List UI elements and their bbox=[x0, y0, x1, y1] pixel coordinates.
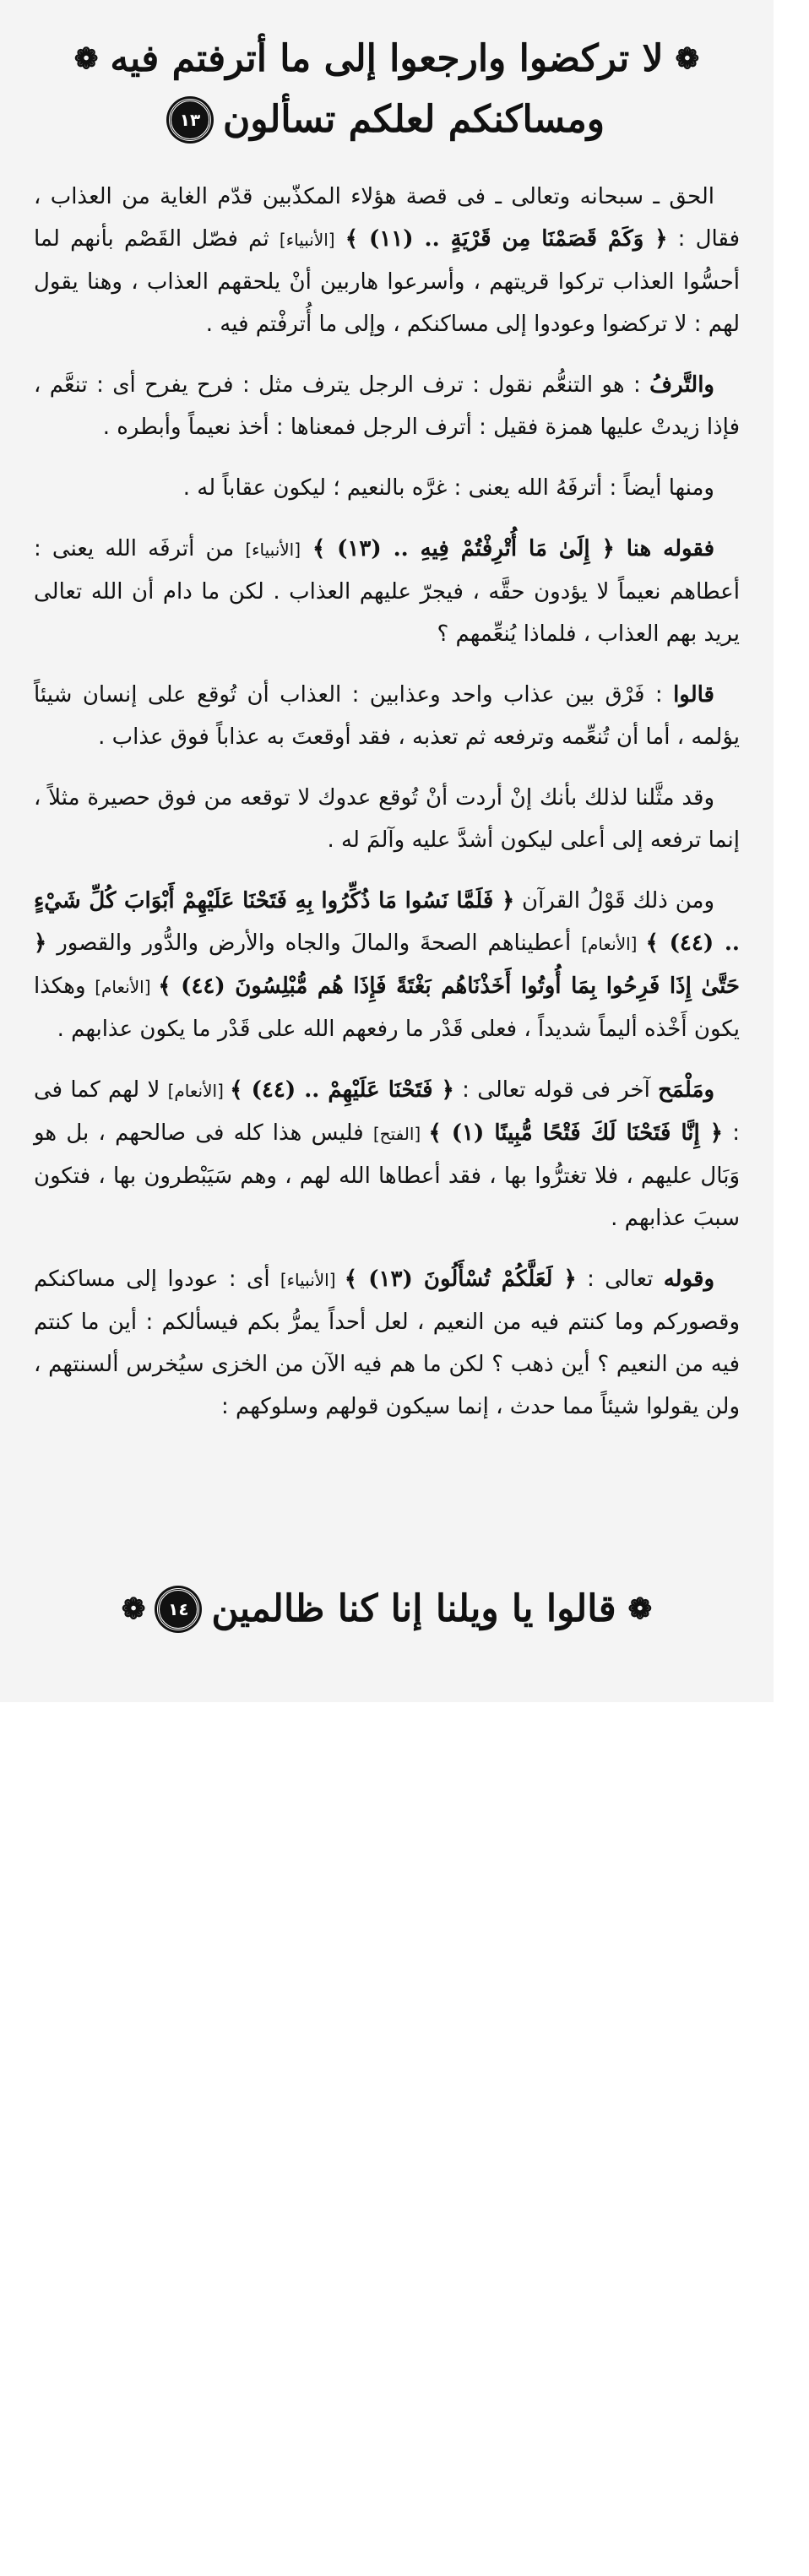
paragraph-2 bbox=[34, 364, 740, 448]
paragraph-5-lead: قالوا bbox=[673, 682, 714, 708]
quran-quote: ﴿ فَتَحْنَا عَلَيْهِمْ .. (٤٤) ﴾ bbox=[230, 1077, 454, 1103]
paragraph-9-lead: وقوله bbox=[663, 1266, 714, 1292]
surah-reference: [الأنعام] bbox=[95, 977, 159, 997]
paragraph-7 bbox=[34, 880, 740, 1050]
paragraph-8-text-a: آخر فى قوله تعالى : bbox=[453, 1077, 659, 1103]
ornament-right-icon: ❁ bbox=[627, 1592, 653, 1626]
paragraph-5 bbox=[34, 674, 740, 758]
surah-reference: [الأنعام] bbox=[167, 1081, 231, 1101]
paragraph-3-text: ومنها أيضاً : أترفَهُ الله يعنى : غرَّه بالنعيم ؛ ليكون عقاباً له . bbox=[182, 475, 714, 501]
paragraph-8-text-c: فليس هذا كله فى صالحهم ، بل هو وَبَال عليهم ، فلا تغترُّوا بها ، فقد أعطاها الله لهم ، وهم سَيَبْطرون بها ، فتكون سببَ عذابهم . bbox=[34, 1120, 740, 1231]
surah-reference: [الأنبياء] bbox=[279, 230, 335, 250]
verse-header-line-1 bbox=[34, 29, 740, 89]
paragraph-6 bbox=[34, 777, 740, 861]
paragraph-4-lead: فقوله هنا bbox=[626, 536, 715, 561]
paragraph-2-text: : هو التنعُّم نقول : ترف الرجل يترف مثل : فرح يفرح أى : تنعَّم ، فإذا زيدتْ عليها همزة فقيل : أترف الرجل فمعناها : أخذ نعيماً وأبطره . bbox=[34, 372, 740, 440]
ornament-right-icon: ❁ bbox=[675, 42, 700, 76]
paragraph-4 bbox=[34, 528, 740, 655]
verse-header-text-1: لا تركضوا وارجعوا إلى ما أترفتم فيه bbox=[110, 37, 664, 80]
surah-reference: [الفتح] bbox=[372, 1124, 429, 1144]
quran-quote: ﴿ وَكَمْ قَصَمْنَا مِن قَرْيَةٍ .. (١١) ﴾ bbox=[345, 226, 668, 252]
verse-header-line-2 bbox=[34, 89, 740, 150]
verse-header bbox=[34, 29, 740, 150]
commentary-body bbox=[34, 176, 740, 1446]
ayah-number-badge: ١٤ bbox=[157, 1588, 199, 1630]
quran-quote: ﴿ إِلَىٰ مَا أُتْرِفْتُمْ فِيهِ .. (١٣) ﴾ bbox=[301, 536, 627, 561]
paragraph-7-text-b: أعطيناهم الصحةَ والمالَ والجاه والأرض والدُّور والقصور bbox=[46, 930, 582, 956]
verse-footer bbox=[34, 1579, 740, 1640]
paragraph-7-text-c: وهكذا يكون أَخْذه أليماً شديداً ، فعلى قَدْر ما رفعهم الله على قَدْر ما يكون عذابهم . bbox=[34, 973, 740, 1042]
paragraph-2-lead: والتَّرفُ bbox=[649, 372, 714, 398]
surah-reference: [الأنبياء] bbox=[245, 540, 301, 560]
verse-footer-line bbox=[34, 1579, 740, 1640]
paragraph-9 bbox=[34, 1258, 740, 1428]
paragraph-3 bbox=[34, 467, 740, 509]
surah-reference: [الأنبياء] bbox=[280, 1270, 345, 1290]
paragraph-1 bbox=[34, 176, 740, 345]
ayah-number-badge: ١٣ bbox=[169, 99, 211, 141]
paragraph-8-text-b: لا لهم كما فى : bbox=[34, 1077, 740, 1146]
paragraph-6-text: وقد مثَّلنا لذلك بأنك إنْ أردت أنْ تُوقع عدوك لا توقعه من فوق حصيرة مثلاً ، إنما ترفعه إلى أعلى ليكون أشدَّ عليه وآلمَ له . bbox=[34, 785, 740, 853]
paragraph-8 bbox=[34, 1069, 740, 1239]
paragraph-1-text-a: الحق ـ سبحانه وتعالى ـ فى قصة هؤلاء المكذّبين قدّم الغاية من العذاب ، فقال : bbox=[34, 184, 741, 252]
paragraph-7-text-a: ومن ذلك قَوْلُ القرآن bbox=[514, 888, 714, 914]
ornament-left-icon: ❁ bbox=[121, 1592, 146, 1626]
paragraph-1-text-b: ثم فصّل القَصْم بأنهم لما أحسُّوا العذاب تركوا قريتهم ، وأسرعوا هاربين أنْ يلحقهم العذاب ، وهنا يقول لهم : لا تركضوا وعودوا إلى مساكنكم ، وإلى ما أُترفْتم فيه . bbox=[34, 226, 740, 337]
surah-reference: [الأنعام] bbox=[581, 934, 646, 954]
verse-footer-text: قالوا يا ويلنا إنا كنا ظالمين bbox=[211, 1587, 616, 1630]
paragraph-9-text-b: أى : عودوا إلى مساكنكم وقصوركم وما كنتم فيه من النعيم ، لعل أحداً يمرُّ بكم فيسألكم : أين ما كنتم فيه من النعيم ؟ أين ذهب ؟ لكن ما هم فيه الآن من الخزى سيُخرس ألسنتهم ، ولن يقولوا شيئاً مما حدث ، إنما سيكون قولهم وسلوكهم : bbox=[34, 1266, 740, 1419]
paragraph-5-text: : فَرْق بين عذاب واحد وعذابين : العذاب أن تُوقع على إنسان شيئاً يؤلمه ، أما أن تُنعِّمه وترفعه ثم تعذبه ، فقد أوقعتَ به عذاباً فوق عذاب . bbox=[34, 682, 740, 750]
verse-header-text-2: ومساكنكم لعلكم تسألون bbox=[222, 98, 605, 141]
paragraph-8-lead: ومَلْمَح bbox=[658, 1077, 715, 1103]
quran-quote: ﴿ لَعَلَّكُمْ تُسْأَلُونَ (١٣) ﴾ bbox=[344, 1266, 577, 1292]
quran-quote: ﴿ حَتَّىٰ إِذَا فَرِحُوا بِمَا أُوتُوا أَخَذْنَاهُم بَغْتَةً فَإِذَا هُم مُّبْلِسُونَ (٤٤) ﴾ bbox=[34, 930, 740, 999]
ornament-left-icon: ❁ bbox=[73, 42, 99, 76]
paragraph-4-text: من أترفَه الله يعنى : أعطاهم نعيماً لا يؤدون حقَّه ، فيجرّ عليهم العذاب . لكن ما دام أن الله تعالى يريد بهم العذاب ، فلماذا يُنعِّمهم ؟ bbox=[34, 536, 740, 647]
paragraph-9-text-a: تعالى : bbox=[576, 1266, 664, 1292]
quran-quote: ﴿ إِنَّا فَتَحْنَا لَكَ فَتْحًا مُّبِينًا (١) ﴾ bbox=[428, 1120, 723, 1146]
quran-quote: ﴿ فَلَمَّا نَسُوا مَا ذُكِّرُوا بِهِ فَتَحْنَا عَلَيْهِمْ أَبْوَابَ كُلِّ شَيْءٍ .. (٤٤) ﴾ bbox=[34, 888, 740, 956]
